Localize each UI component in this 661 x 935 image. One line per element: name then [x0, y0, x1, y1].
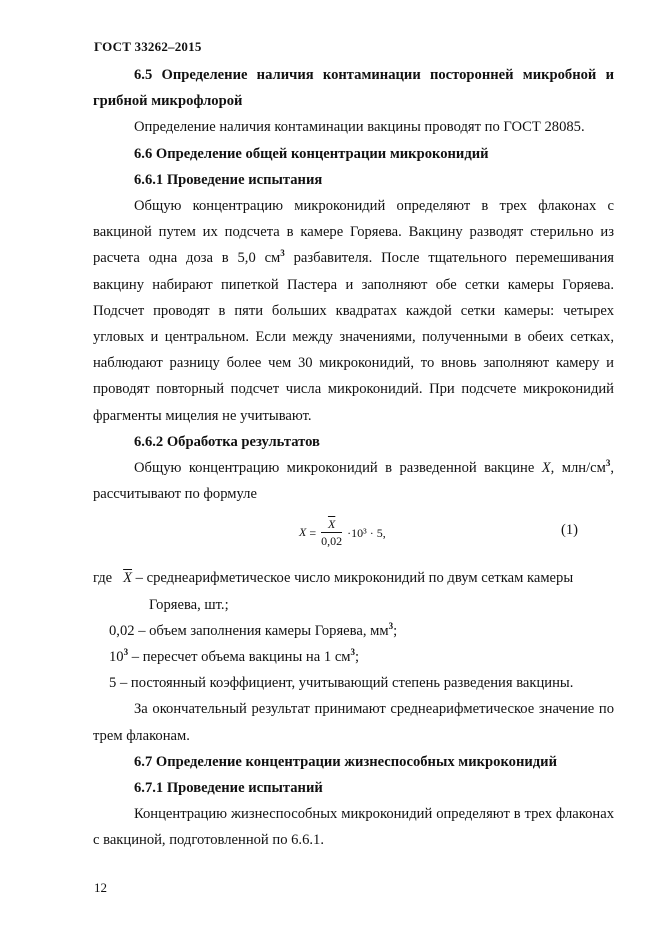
formula-equals: =	[306, 526, 320, 541]
document-code-header: ГОСТ 33262–2015	[94, 39, 202, 54]
formula-numerator	[321, 517, 342, 533]
formula-row	[93, 509, 614, 565]
legend-conversion-base: 10	[109, 649, 124, 666]
section-6-6-heading: 6.6 Определение общей концентрации микроконидий	[134, 145, 489, 162]
legend-item-conversion	[93, 644, 614, 670]
section-6-7-1-heading: 6.7.1 Проведение испытаний	[134, 780, 323, 797]
section-6-5-heading: 6.5 Определение наличия контаминации посторонней микробной и грибной микрофлорой	[93, 67, 614, 110]
superscript-3: 3	[123, 647, 129, 658]
formula-denominator: 0,02	[321, 534, 343, 549]
superscript-3: 3	[350, 647, 356, 658]
legend-item-coefficient: 5 – постоянный коэффициент, учитывающий степень разведения вакцины.	[109, 675, 574, 692]
section-6-6-2-heading: 6.6.2 Обработка результатов	[134, 433, 320, 450]
formula-1	[299, 517, 386, 549]
legend-xbar-symbol: $\overline{X}$	[123, 570, 133, 587]
legend-conversion-text: – пересчет объема вакцины на 1 см	[128, 649, 351, 666]
section-6-6-2-text-part-a: Общую концентрацию микроконидий в разведенной вакцине	[134, 460, 542, 477]
legend-item-volume	[93, 618, 614, 644]
legend-where: где	[93, 570, 116, 587]
formula-rest: ·10³ · 5,	[347, 526, 386, 541]
section-6-6-1-text	[93, 193, 614, 429]
page-number: 12	[94, 880, 107, 895]
legend-item-xbar-cont: Горяева, шт.;	[149, 596, 229, 613]
formula-number: (1)	[560, 522, 578, 539]
formula-lhs: X	[299, 525, 307, 540]
section-6-6-2-final-text: За окончательный результат принимают среднеарифметическое значение по трем флаконам.	[93, 701, 614, 744]
superscript-3: 3	[280, 248, 285, 259]
formula-xbar: $\overline{X}$	[327, 517, 336, 532]
section-6-6-2-text-part-c: , рассчитывают по формуле	[93, 460, 614, 503]
formula-fraction	[321, 517, 342, 549]
section-6-7-1-text: Концентрацию жизнеспособных микроконидий определяют в трех флаконах с вакциной, подготовленной по 6.6.1.	[93, 806, 614, 849]
document-body	[93, 62, 614, 854]
legend-xbar-text: – среднеарифметическое число микроконидий по двум сеткам камеры	[132, 570, 574, 587]
section-6-6-2-text-part-b: млн/см	[554, 460, 606, 477]
variable-x: X,	[541, 460, 555, 477]
section-6-7-heading: 6.7 Определение концентрации жизнеспособных микроконидий	[134, 753, 557, 770]
section-6-6-2-text	[93, 455, 614, 507]
legend-item-xbar	[93, 565, 614, 591]
legend-conversion-end: ;	[355, 649, 360, 666]
legend-volume-end: ;	[393, 622, 398, 639]
section-6-6-1-heading: 6.6.1 Проведение испытания	[134, 171, 323, 188]
superscript-3: 3	[605, 458, 611, 469]
section-6-5-text: Определение наличия контаминации вакцины проводят по ГОСТ 28085.	[134, 119, 585, 136]
superscript-3: 3	[388, 621, 394, 631]
section-6-6-1-text-part-a: Общую концентрацию микроконидий определяют в трех флаконах с вакциной путем их подсчета в камере Горяева. Вакцину разводят стерильно из расчета одна доза в 5,0 см	[93, 198, 614, 267]
legend-volume-text: 0,02 – объем заполнения камеры Горяева, мм	[109, 622, 389, 639]
section-6-6-1-text-part-b: разбавителя. После тщательного перемешивания вакцину набирают пипеткой Пастера и заполняют обе сетки камеры Горяева. Подсчет проводят в пяти больших квадратах каждой сетки камеры: четырех угловых и центральном. Если между значениями, полученными в обеих сетках, наблюдают разницу более чем 30 микроконидий, то вновь заполняют камеру и проводят повторный подсчет числа микроконидий. При подсчете микроконидий фрагменты мицелия не учитывают.	[93, 250, 614, 424]
